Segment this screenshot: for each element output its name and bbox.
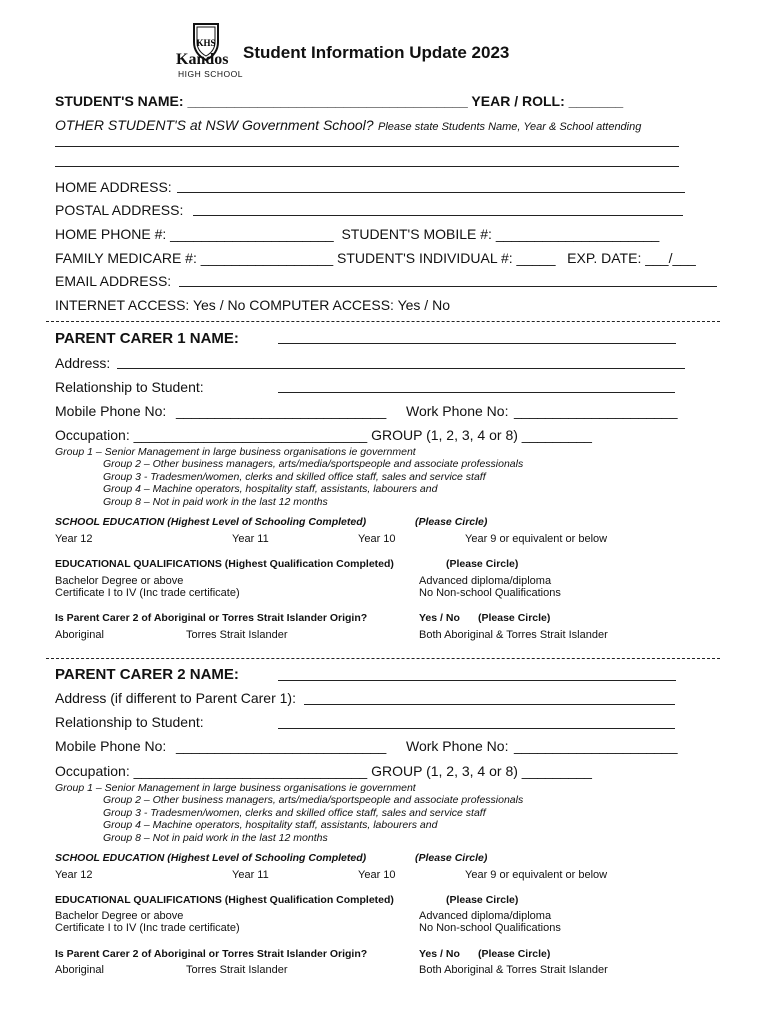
student-mobile-label: STUDENT'S MOBILE #: <box>341 226 492 242</box>
parent2-address-field[interactable] <box>304 704 675 705</box>
parent1-group-field[interactable]: _________ <box>521 427 592 443</box>
parent2-qual-option-diploma[interactable]: Advanced diploma/diploma <box>419 910 552 922</box>
medicare-row <box>55 250 696 266</box>
parent2-school-option-9[interactable]: Year 9 or equivalent or below <box>465 869 608 881</box>
parent2-origin-tsi[interactable]: Torres Strait Islander <box>186 964 288 976</box>
postal-address-field[interactable] <box>193 215 683 216</box>
exp-date-field[interactable]: ___/___ <box>645 250 696 266</box>
parent2-occupation-field[interactable]: ______________________________ <box>133 763 368 779</box>
parent1-school-option-12[interactable]: Year 12 <box>55 533 93 545</box>
parent1-origin-aboriginal[interactable]: Aboriginal <box>55 629 104 641</box>
parent1-name-field[interactable] <box>278 343 676 344</box>
section-divider <box>46 658 720 659</box>
home-phone-field[interactable]: _____________________ <box>170 226 334 242</box>
parent1-occupation-field[interactable]: ______________________________ <box>133 427 368 443</box>
parent2-work-label: Work Phone No: <box>406 738 509 754</box>
parent1-qual-option-certificate[interactable]: Certificate I to IV (Inc trade certificate) <box>55 587 240 599</box>
parent2-occupation-row <box>55 763 592 779</box>
parent1-group-4: Group 4 – Machine operators, hospitality staff, assistants, labourers and <box>103 483 438 495</box>
parent1-group-label: GROUP (1, 2, 3, 4 or 8) <box>371 427 518 443</box>
parent1-occupation-label: Occupation: <box>55 427 130 443</box>
parent1-origin-yes-no[interactable]: Yes / No <box>419 612 460 624</box>
parent1-relationship-label: Relationship to Student: <box>55 379 204 395</box>
home-address-label: HOME ADDRESS: <box>55 179 172 195</box>
parent1-group-8: Group 8 – Not in paid work in the last 12 months <box>103 496 328 508</box>
parent2-qual-heading: EDUCATIONAL QUALIFICATIONS (Highest Qualification Completed) <box>55 894 394 906</box>
parent1-group-1: Group 1 – Senior Management in large business organisations ie government <box>55 446 416 458</box>
parent2-heading: PARENT CARER 2 NAME: <box>55 666 239 683</box>
parent1-group-2: Group 2 – Other business managers, arts/media/sportspeople and associate professionals <box>103 458 524 470</box>
parent2-group-1: Group 1 – Senior Management in large business organisations ie government <box>55 782 416 794</box>
parent2-school-ed-heading: SCHOOL EDUCATION (Highest Level of Schooling Completed) <box>55 852 367 864</box>
individual-field[interactable]: _____ <box>516 250 556 266</box>
other-students-row <box>55 117 641 135</box>
section-divider <box>46 321 720 322</box>
parent1-school-option-10[interactable]: Year 10 <box>358 533 396 545</box>
student-name-field[interactable]: ____________________________________ <box>187 93 468 109</box>
parent2-school-option-12[interactable]: Year 12 <box>55 869 93 881</box>
parent2-group-label: GROUP (1, 2, 3, 4 or 8) <box>371 763 518 779</box>
parent1-relationship-field[interactable] <box>278 392 675 393</box>
parent2-group-2: Group 2 – Other business managers, arts/media/sportspeople and associate professionals <box>103 794 524 806</box>
parent2-qual-option-bachelor[interactable]: Bachelor Degree or above <box>55 910 184 922</box>
parent1-school-option-11[interactable]: Year 11 <box>232 533 269 545</box>
parent2-school-option-11[interactable]: Year 11 <box>232 869 269 881</box>
student-name-row <box>55 93 623 109</box>
parent1-work-label: Work Phone No: <box>406 403 509 419</box>
parent1-origin-circle: (Please Circle) <box>478 612 551 624</box>
parent1-work-field[interactable]: _____________________ <box>514 403 678 419</box>
parent2-school-option-10[interactable]: Year 10 <box>358 869 396 881</box>
parent1-origin-tsi[interactable]: Torres Strait Islander <box>186 629 288 641</box>
postal-address-label: POSTAL ADDRESS: <box>55 202 184 218</box>
parent1-qual-heading: EDUCATIONAL QUALIFICATIONS (Highest Qualification Completed) <box>55 558 394 570</box>
svg-text:KHS: KHS <box>196 38 216 48</box>
exp-date-label: EXP. DATE: <box>567 250 642 266</box>
parent2-group-4: Group 4 – Machine operators, hospitality staff, assistants, labourers and <box>103 819 438 831</box>
parent2-group-field[interactable]: _________ <box>521 763 592 779</box>
medicare-field[interactable]: _________________ <box>200 250 334 266</box>
individual-label: STUDENT'S INDIVIDUAL #: <box>337 250 513 266</box>
parent2-relationship-label: Relationship to Student: <box>55 714 204 730</box>
parent1-address-field[interactable] <box>117 368 685 369</box>
other-students-label: OTHER STUDENT'S at NSW Government School? <box>55 117 374 133</box>
parent2-origin-yes-no[interactable]: Yes / No <box>419 948 460 960</box>
parent1-qual-option-diploma[interactable]: Advanced diploma/diploma <box>419 575 552 587</box>
parent1-origin-both[interactable]: Both Aboriginal & Torres Strait Islander <box>419 629 608 641</box>
page-title: Student Information Update 2023 <box>243 43 510 62</box>
parent1-group-3: Group 3 - Tradesmen/women, clerks and skilled office staff, sales and service staff <box>103 471 486 483</box>
medicare-label: FAMILY MEDICARE #: <box>55 250 197 266</box>
email-field[interactable] <box>179 286 717 287</box>
year-roll-label: YEAR / ROLL: <box>471 93 565 109</box>
email-label: EMAIL ADDRESS: <box>55 273 172 289</box>
student-name-label: STUDENT'S NAME: <box>55 93 184 109</box>
parent1-school-ed-heading: SCHOOL EDUCATION (Highest Level of Schooling Completed) <box>55 516 367 528</box>
parent1-qual-option-none[interactable]: No Non-school Qualifications <box>419 587 561 599</box>
parent2-qual-option-none[interactable]: No Non-school Qualifications <box>419 922 561 934</box>
parent1-mobile-field[interactable]: ___________________________ <box>176 403 387 419</box>
parent1-mobile-label: Mobile Phone No: <box>55 403 167 419</box>
home-address-field[interactable] <box>177 192 685 193</box>
parent2-group-3: Group 3 - Tradesmen/women, clerks and skilled office staff, sales and service staff <box>103 807 486 819</box>
parent1-origin-question: Is Parent Carer 2 of Aboriginal or Torres Strait Islander Origin? <box>55 612 368 624</box>
student-mobile-field[interactable]: _____________________ <box>495 226 660 242</box>
parent1-qual-option-bachelor[interactable]: Bachelor Degree or above <box>55 575 184 587</box>
parent1-address-label: Address: <box>55 355 111 371</box>
parent1-heading: PARENT CARER 1 NAME: <box>55 330 239 347</box>
parent1-school-ed-circle: (Please Circle) <box>415 516 488 528</box>
parent1-school-option-9[interactable]: Year 9 or equivalent or below <box>465 533 608 545</box>
access-row: INTERNET ACCESS: Yes / No COMPUTER ACCESS: Yes / No <box>55 297 450 313</box>
phone-row <box>55 226 659 242</box>
parent2-mobile-label: Mobile Phone No: <box>55 738 167 754</box>
parent2-origin-aboriginal[interactable]: Aboriginal <box>55 964 104 976</box>
parent2-origin-question: Is Parent Carer 2 of Aboriginal or Torres Strait Islander Origin? <box>55 948 368 960</box>
parent2-qual-circle: (Please Circle) <box>446 894 519 906</box>
other-students-hint: Please state Students Name, Year & School attending <box>378 121 642 133</box>
year-roll-field[interactable]: _______ <box>568 93 624 109</box>
other-students-field-1[interactable] <box>55 146 679 147</box>
parent2-origin-circle: (Please Circle) <box>478 948 551 960</box>
parent2-address-label: Address (if different to Parent Carer 1): <box>55 690 296 706</box>
parent2-name-field[interactable] <box>278 680 676 681</box>
parent1-occupation-row <box>55 427 592 443</box>
other-students-field-2[interactable] <box>55 166 679 167</box>
parent2-qual-option-certificate[interactable]: Certificate I to IV (Inc trade certificate) <box>55 922 240 934</box>
parent2-work-field[interactable]: _____________________ <box>514 738 678 754</box>
parent2-group-8: Group 8 – Not in paid work in the last 12 months <box>103 832 328 844</box>
school-name: Kandos <box>176 51 229 68</box>
parent2-origin-both[interactable]: Both Aboriginal & Torres Strait Islander <box>419 964 608 976</box>
parent2-occupation-label: Occupation: <box>55 763 130 779</box>
school-sub: HIGH SCHOOL <box>178 69 244 79</box>
parent2-relationship-field[interactable] <box>278 728 675 729</box>
parent2-mobile-field[interactable]: ___________________________ <box>176 738 387 754</box>
parent2-school-ed-circle: (Please Circle) <box>415 852 488 864</box>
home-phone-label: HOME PHONE #: <box>55 226 167 242</box>
parent1-qual-circle: (Please Circle) <box>446 558 519 570</box>
